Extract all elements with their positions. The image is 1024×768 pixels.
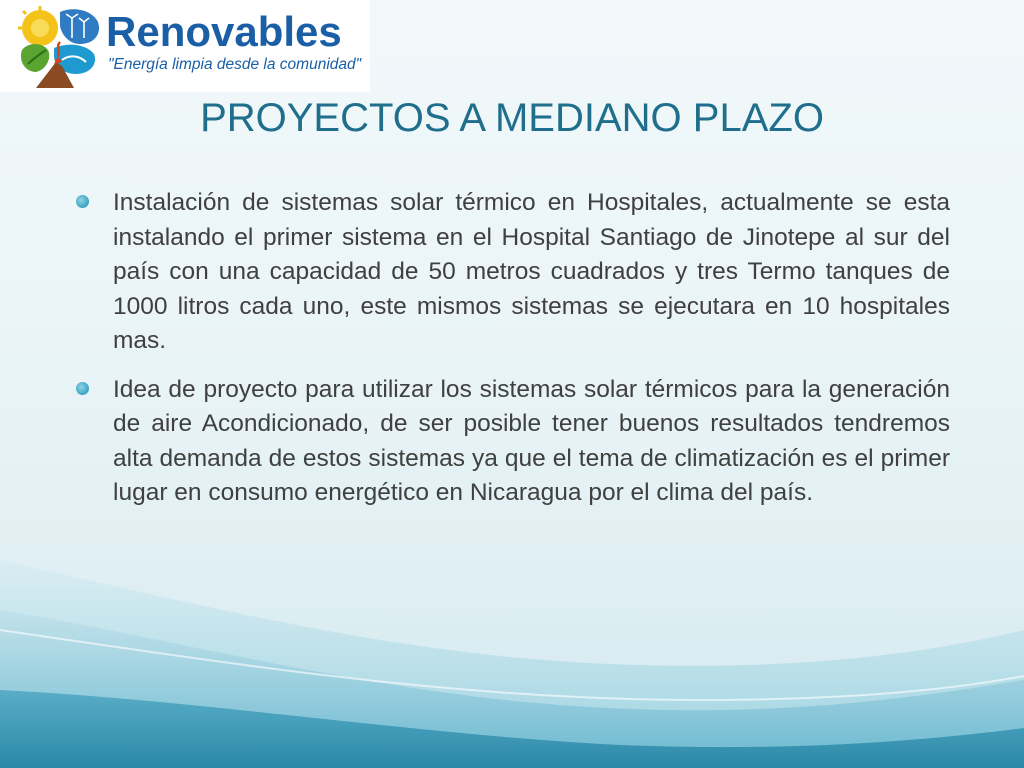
bullet-text: Idea de proyecto para utilizar los sistemas solar térmicos para la generación de aire Acondicionado, de ser posible tener buenos resultados tendremos alta demanda de estos sistemas ya que el tema de climatización es el primer lugar en consumo energético en Nicaragua por el clima del país. (113, 375, 950, 506)
logo-emblem-icon (14, 4, 106, 90)
bullet-text: Instalación de sistemas solar térmico en Hospitales, actualmente se esta instalando el primer sistema en el Hospital Santiago de Jinotepe al sur del país con una capacidad de 50 metros cuadrados y tres Termo tanques de 1000 litros cada uno, este mismos sistemas se ejecutara en 10 hospitales mas. (113, 189, 950, 354)
bullet-list (76, 186, 950, 525)
logo-tagline: "Energía limpia desde la comunidad" (108, 56, 362, 73)
bullet-item (76, 373, 950, 511)
bullet-item (76, 186, 950, 359)
slide-title: PROYECTOS A MEDIANO PLAZO (200, 96, 824, 140)
renovables-logo (0, 0, 370, 92)
bullet-point-icon (76, 195, 89, 208)
logo-name: Renovables (106, 8, 342, 55)
bullet-point-icon (76, 382, 89, 395)
